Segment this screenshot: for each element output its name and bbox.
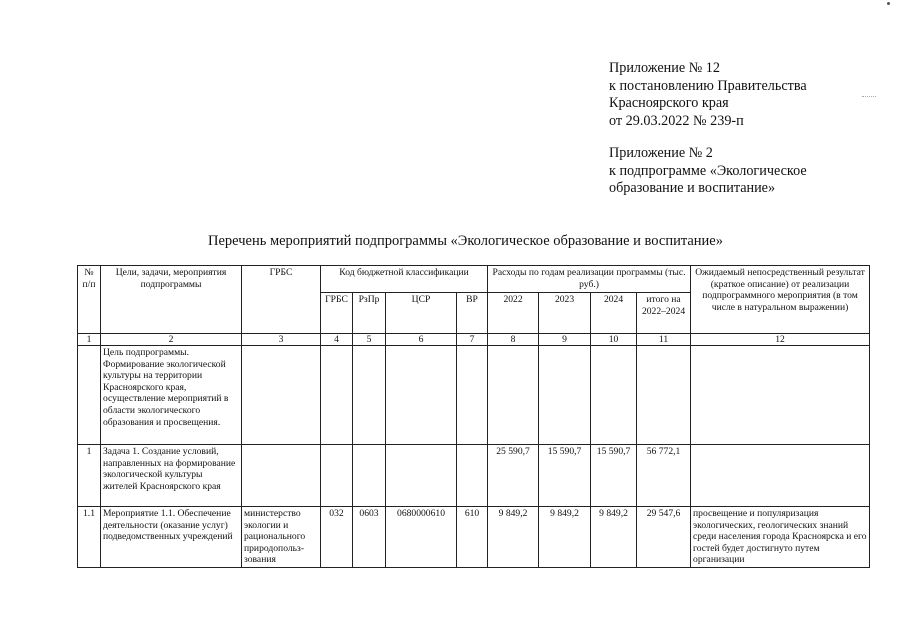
column-number: 11 xyxy=(637,334,691,346)
measure-2024: 9 849,2 xyxy=(591,507,637,568)
column-number: 5 xyxy=(353,334,386,346)
header-vr: ВР xyxy=(457,293,488,334)
measure-csr: 0680000610 xyxy=(386,507,457,568)
column-number: 6 xyxy=(386,334,457,346)
document-title: Перечень мероприятий подпрограммы «Экологическое образование и воспитание» xyxy=(207,233,723,249)
column-number: 12 xyxy=(691,334,870,346)
appendix-line: Приложение № 2 xyxy=(609,145,713,161)
header-rzpr: РзПр xyxy=(353,293,386,334)
task-2023: 15 590,7 xyxy=(539,445,591,507)
goal-text: Цель подпрограммы. Формирование экологической культуры на территории Красноярского края, осуществление мероприятий в области экологического образования и просвещения. xyxy=(101,346,242,445)
header-2023: 2023 xyxy=(539,293,591,334)
corner-mark xyxy=(887,2,890,5)
appendix-line: от 29.03.2022 № 239-п xyxy=(609,112,744,129)
column-number: 2 xyxy=(101,334,242,346)
measure-result: просвещение и популяризация экологических, геологических знаний среди населения города Красноярска и его гостей будет достигнуто путем организации xyxy=(691,507,870,568)
task-row xyxy=(78,445,870,507)
header-grbs: ГРБС xyxy=(242,266,321,334)
measure-row xyxy=(78,507,870,568)
header-goals: Цели, задачи, мероприятия подпрограммы xyxy=(101,266,242,334)
appendix-line: образование и воспитание» xyxy=(609,180,776,196)
appendix-line: к постановлению Правительства xyxy=(609,77,807,94)
column-number: 7 xyxy=(457,334,488,346)
column-number: 8 xyxy=(488,334,539,346)
column-number: 10 xyxy=(591,334,637,346)
measure-grbs: 032 xyxy=(321,507,353,568)
measure-total: 29 547,6 xyxy=(637,507,691,568)
appendix-line: Красноярского края xyxy=(609,95,729,111)
task-2022: 25 590,7 xyxy=(488,445,539,507)
task-2024: 15 590,7 xyxy=(591,445,637,507)
measure-grbs-name: министерство экологии и рационального природопольз-зования xyxy=(242,507,321,568)
measures-table xyxy=(77,265,870,568)
column-number-row xyxy=(78,334,870,346)
goal-row xyxy=(78,346,870,445)
measure-num: 1.1 xyxy=(78,507,101,568)
measure-text: Мероприятие 1.1. Обеспечение деятельности (оказание услуг) подведомственных учреждений xyxy=(101,507,242,568)
measure-rzpr: 0603 xyxy=(353,507,386,568)
table-header-row xyxy=(78,266,870,293)
appendix-header-2 xyxy=(609,145,807,198)
column-number: 3 xyxy=(242,334,321,346)
column-number: 4 xyxy=(321,334,353,346)
task-num: 1 xyxy=(78,445,101,507)
appendix-header-1 xyxy=(609,60,807,130)
scan-artifact xyxy=(862,96,876,97)
appendix-line: к подпрограмме «Экологическое xyxy=(609,162,807,179)
header-2022: 2022 xyxy=(488,293,539,334)
measure-2022: 9 849,2 xyxy=(488,507,539,568)
header-2024: 2024 xyxy=(591,293,637,334)
column-number: 9 xyxy=(539,334,591,346)
task-total: 56 772,1 xyxy=(637,445,691,507)
appendix-line: Приложение № 12 xyxy=(609,60,720,76)
header-result: Ожидаемый непосредственный результат (краткое описание) от реализации подпрограммного мероприятия (в том числе в натуральном выражении) xyxy=(691,266,870,334)
measure-vr: 610 xyxy=(457,507,488,568)
header-grbs-code: ГРБС xyxy=(321,293,353,334)
header-csr: ЦСР xyxy=(386,293,457,334)
column-number: 1 xyxy=(78,334,101,346)
header-num: № п/п xyxy=(78,266,101,334)
measure-2023: 9 849,2 xyxy=(539,507,591,568)
header-expenses: Расходы по годам реализации программы (тыс. руб.) xyxy=(488,266,691,293)
task-text: Задача 1. Создание условий, направленных на формирование экологической культуры жителей Красноярского края xyxy=(101,445,242,507)
header-budget-code: Код бюджетной классификации xyxy=(321,266,488,293)
header-total: итого на 2022–2024 xyxy=(637,293,691,334)
